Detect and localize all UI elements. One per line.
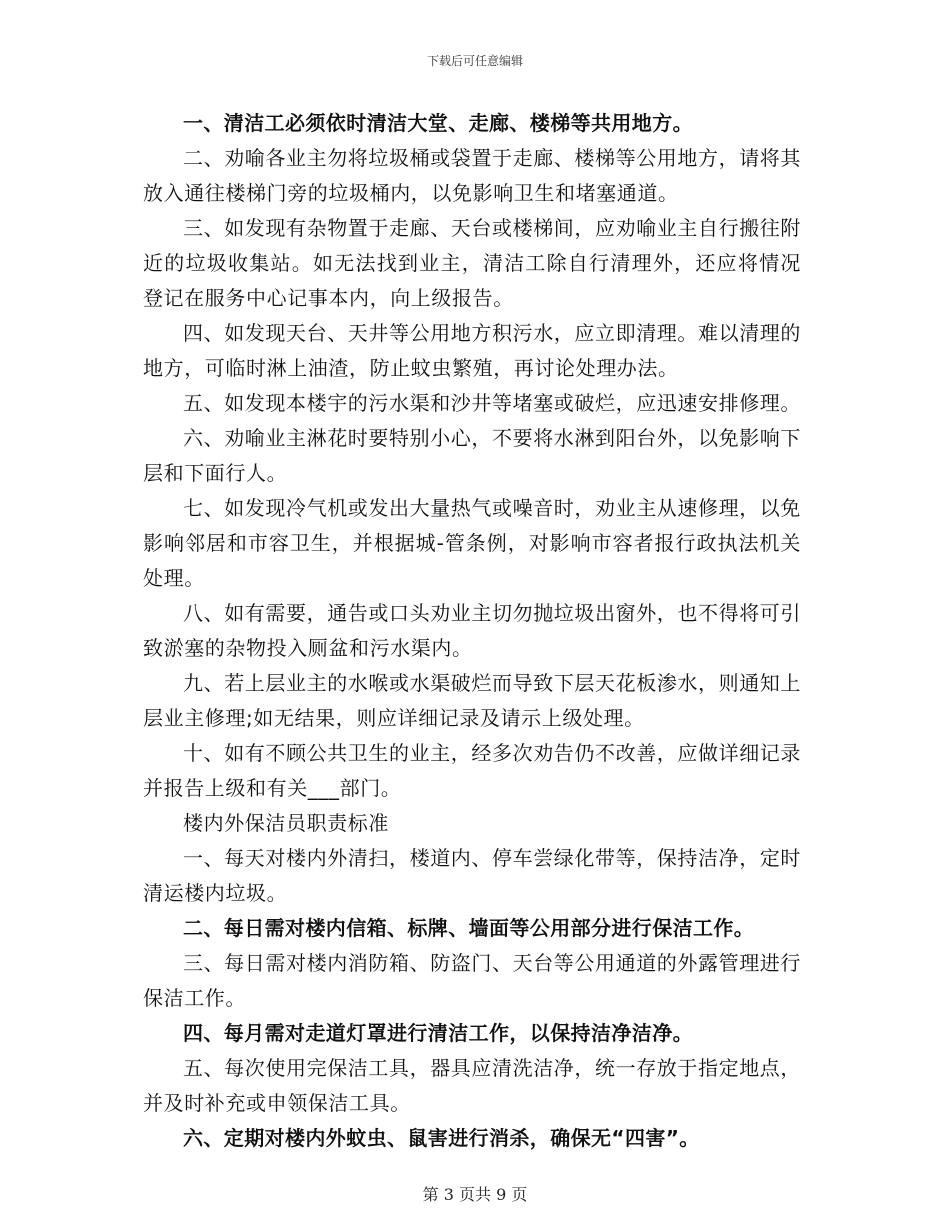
paragraph-14: 三、每日需对楼内消防箱、防盗门、天台等公用通道的外露管理进行保洁工作。 [143, 951, 801, 1010]
paragraph-8: 八、如有需要，通告或口头劝业主切勿抛垃圾出窗外，也不得将可引致淤塞的杂物投入厕盆和污水渠内。 [143, 601, 801, 660]
section-title: 楼内外保洁员职责标准 [183, 811, 389, 835]
paragraph-15: 四、每月需对走道灯罩进行清洁工作，以保持洁净洁净。 [183, 1021, 693, 1045]
paragraph-4: 四、如发现天台、天井等公用地方积污水，应立即清理。难以清理的地方，可临时淋上油渣，防止蚊虫繁殖，再讨论处理办法。 [143, 321, 801, 380]
document-body [143, 106, 801, 1156]
paragraph-16: 五、每次使用完保洁工具，器具应清洗洁净，统一存放于指定地点，并及时补充或申领保洁工具。 [143, 1056, 801, 1115]
paragraph-17: 六、定期对楼内外蚊虫、鼠害进行消杀，确保无“四害”。 [183, 1126, 700, 1150]
paragraph-7: 七、如发现冷气机或发出大量热气或噪音时，劝业主从速修理，以免影响邻居和市容卫生，并根据城-管条例，对影响市容者报行政执法机关处理。 [143, 496, 801, 590]
paragraph-12: 一、每天对楼内外清扫，楼道内、停车尝绿化带等，保持洁净，定时清运楼内垃圾。 [143, 846, 801, 905]
page-number: 第 3 页共 9 页 [422, 1185, 528, 1204]
paragraph-5: 五、如发现本楼宇的污水渠和沙井等堵塞或破烂，应迅速安排修理。 [183, 391, 801, 415]
paragraph-9: 九、若上层业主的水喉或水渠破烂而导致下层天花板渗水，则通知上层业主修理;如无结果，则应详细记录及请示上级处理。 [143, 671, 801, 730]
paragraph-2: 二、劝喻各业主勿将垃圾桶或袋置于走廊、楼梯等公用地方，请将其放入通往楼梯门旁的垃圾桶内，以免影响卫生和堵塞通道。 [143, 146, 801, 205]
paragraph-1: 一、清洁工必须依时清洁大堂、走廊、楼梯等共用地方。 [183, 111, 693, 135]
paragraph-13: 二、每日需对楼内信箱、标牌、墙面等公用部分进行保洁工作。 [183, 916, 755, 940]
paragraph-6: 六、劝喻业主淋花时要特别小心，不要将水淋到阳台外，以免影响下层和下面行人。 [143, 426, 801, 485]
page-header-note: 下载后可任意编辑 [426, 54, 523, 68]
paragraph-3: 三、如发现有杂物置于走廊、天台或楼梯间，应劝喻业主自行搬往附近的垃圾收集站。如无法找到业主，清洁工除自行清理外，还应将情况登记在服务中心记事本内，向上级报告。 [143, 216, 801, 310]
paragraph-10: 十、如有不顾公共卫生的业主，经多次劝告仍不改善，应做详细记录并报告上级和有关___部门。 [143, 741, 801, 800]
